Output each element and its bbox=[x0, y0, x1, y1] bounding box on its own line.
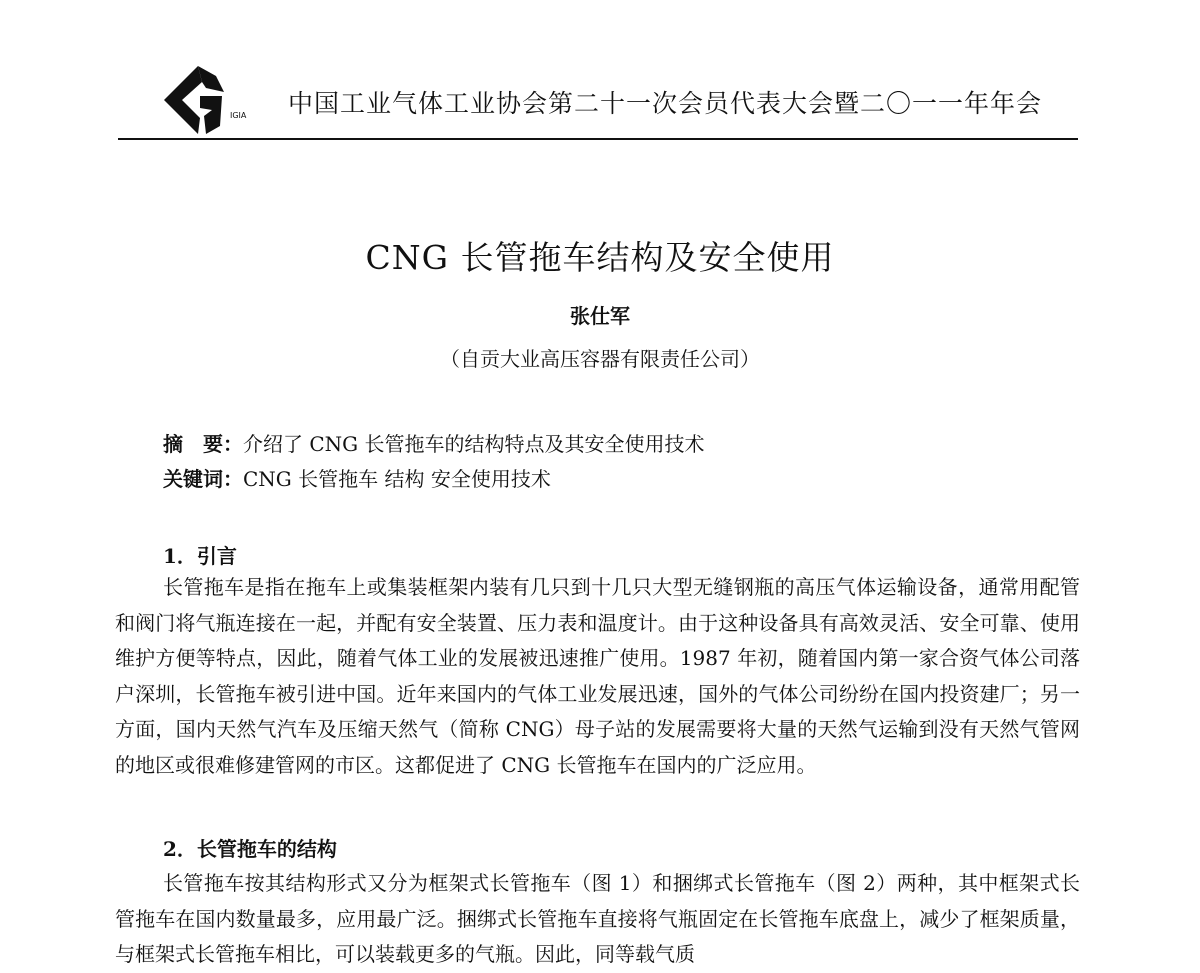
section-heading: 1．引言 bbox=[163, 544, 237, 568]
igia-logo-icon bbox=[160, 62, 270, 136]
section-heading: 2．长管拖车的结构 bbox=[163, 837, 337, 861]
svg-text:IGIA: IGIA bbox=[230, 111, 247, 120]
section-paragraph: 长管拖车是指在拖车上或集装框架内装有几只到十几只大型无缝钢瓶的高压气体运输设备，通常用配管和阀门将气瓶连接在一起，并配有安全装置、压力表和温度计。由于这种设备具有高效灵活、安全可靠、使用维护方便等特点，因此，随着气体工业的发展被迅速推广使用。1987 年初，随着国内第一家合资气体公司落户深圳，长管拖车被引进中国。近年来国内的气体工业发展迅速，国外的气体公司纷纷在国内投资建厂；另一方面，国内天然气汽车及压缩天然气（简称 CNG）母子站的发展需要将大量的天然气运输到没有天然气管网的地区或很难修建管网的市区。这都促进了 CNG 长管拖车在国内的广泛应用。 bbox=[115, 575, 1080, 777]
header-rule bbox=[118, 138, 1078, 140]
abstract-label: 摘 要： bbox=[163, 432, 243, 456]
section-paragraph: 长管拖车按其结构形式又分为框架式长管拖车（图 1）和捆绑式长管拖车（图 2）两种，其中框架式长管拖车在国内数量最多，应用最广泛。捆绑式长管拖车直接将气瓶固定在长管拖车底盘上，减少了框架质量，与框架式长管拖车相比，可以装载更多的气瓶。因此，同等载气质 bbox=[115, 871, 1080, 966]
conference-header-title: 中国工业气体工业协会第二十一次会员代表大会暨二〇一一年年会 bbox=[288, 89, 1043, 118]
abstract-text: 介绍了 CNG 长管拖车的结构特点及其安全使用技术 bbox=[243, 432, 705, 456]
author-name: 张仕军 bbox=[570, 304, 630, 328]
author-affiliation: （自贡大业高压容器有限责任公司） bbox=[440, 347, 760, 371]
keywords-label: 关键词： bbox=[163, 467, 243, 491]
keywords-text: CNG 长管拖车 结构 安全使用技术 bbox=[243, 467, 551, 491]
keywords bbox=[163, 463, 551, 492]
page-header bbox=[160, 62, 1080, 142]
paper-title: CNG 长管拖车结构及安全使用 bbox=[365, 238, 835, 277]
abstract bbox=[163, 428, 705, 457]
